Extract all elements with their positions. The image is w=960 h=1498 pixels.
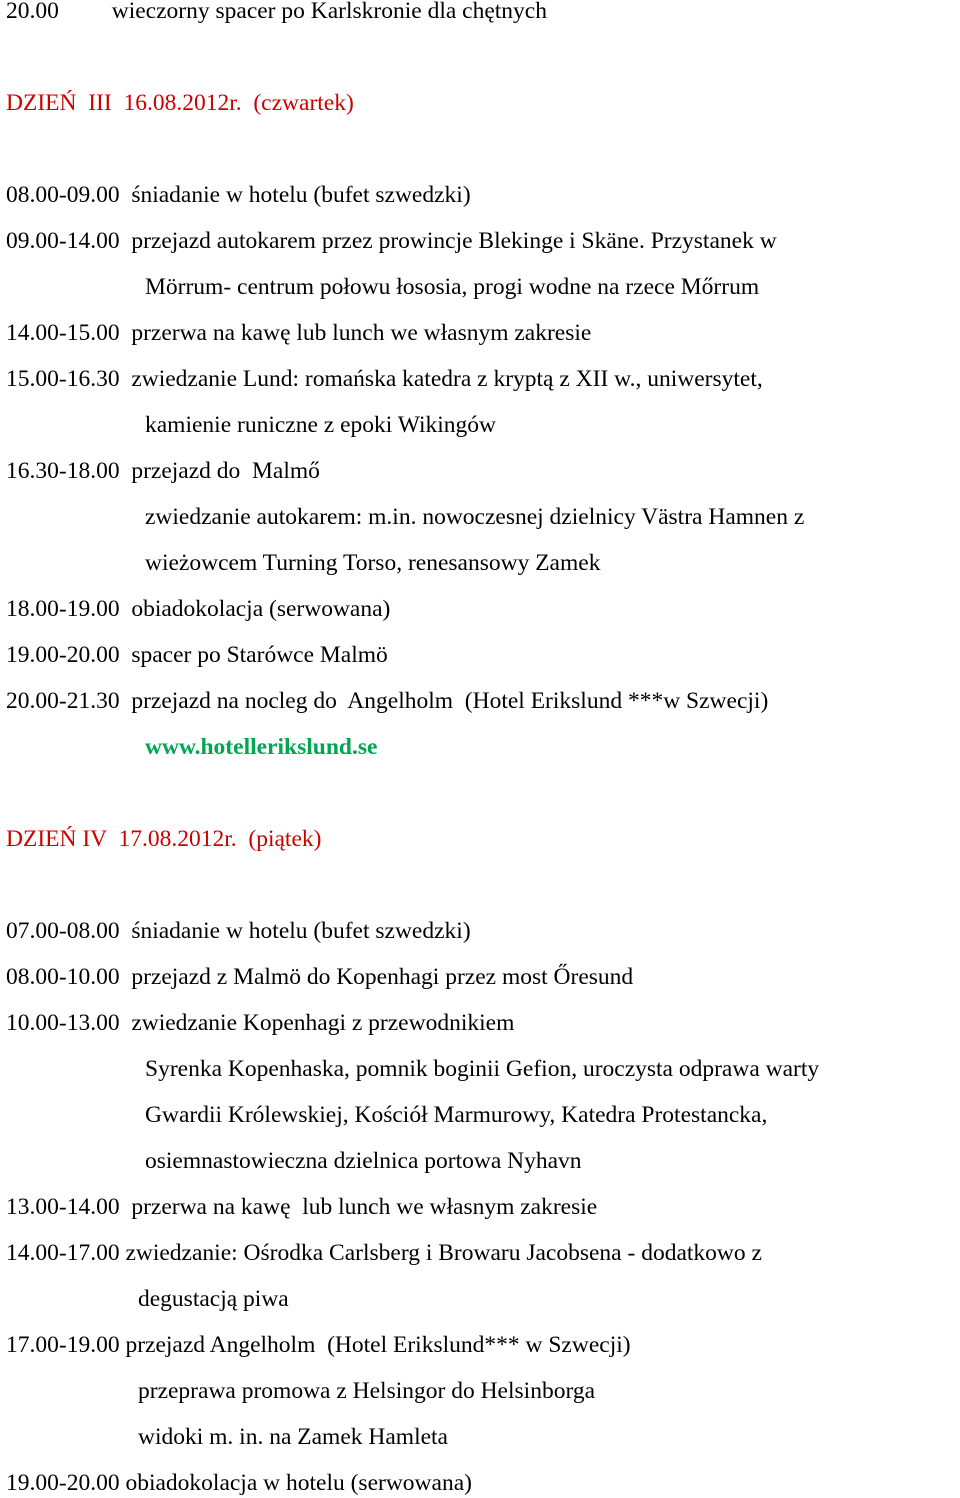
schedule-continuation: degustacją piwa [138, 1286, 289, 1312]
schedule-line: 08.00-10.00 przejazd z Malmö do Kopenhagi przez most Őresund [6, 964, 634, 990]
schedule-continuation: widoki m. in. na Zamek Hamleta [138, 1424, 448, 1450]
schedule-line: 19.00-20.00 spacer po Starówce Malmö [6, 642, 388, 668]
schedule-line: 14.00-15.00 przerwa na kawę lub lunch we własnym zakresie [6, 320, 592, 346]
schedule-line: 10.00-13.00 zwiedzanie Kopenhagi z przewodnikiem [6, 1010, 515, 1036]
schedule-line: 18.00-19.00 obiadokolacja (serwowana) [6, 596, 391, 622]
schedule-line: 17.00-19.00 przejazd Angelholm (Hotel Erikslund*** w Szwecji) [6, 1332, 631, 1358]
hotel-website-link[interactable]: www.hotellerikslund.se [145, 734, 378, 760]
schedule-continuation: wieżowcem Turning Torso, renesansowy Zamek [145, 550, 601, 576]
schedule-line: 07.00-08.00 śniadanie w hotelu (bufet szwedzki) [6, 918, 471, 944]
schedule-continuation: przeprawa promowa z Helsingor do Helsinborga [138, 1378, 596, 1404]
schedule-line: 13.00-14.00 przerwa na kawę lub lunch we własnym zakresie [6, 1194, 598, 1220]
schedule-line: 08.00-09.00 śniadanie w hotelu (bufet szwedzki) [6, 182, 471, 208]
schedule-continuation: Syrenka Kopenhaska, pomnik boginii Gefion, uroczysta odprawa warty [145, 1056, 820, 1082]
schedule-continuation: kamienie runiczne z epoki Wikingów [145, 412, 497, 438]
schedule-line: 09.00-14.00 przejazd autokarem przez prowincje Blekinge i Skäne. Przystanek w [6, 228, 777, 254]
schedule-line: 20.00 wieczorny spacer po Karlskronie dla chętnych [6, 0, 547, 24]
day-heading: DZIEŃ III 16.08.2012r. (czwartek) [6, 90, 354, 116]
schedule-continuation: Gwardii Królewskiej, Kościół Marmurowy, Katedra Protestancka, [145, 1102, 768, 1128]
schedule-continuation: Mörrum- centrum połowu łososia, progi wodne na rzece Mőrrum [145, 274, 760, 300]
schedule-continuation: osiemnastowieczna dzielnica portowa Nyhavn [145, 1148, 582, 1174]
schedule-line: 19.00-20.00 obiadokolacja w hotelu (serwowana) [6, 1470, 472, 1496]
schedule-line: 14.00-17.00 zwiedzanie: Ośrodka Carlsberg i Browaru Jacobsena - dodatkowo z [6, 1240, 762, 1266]
schedule-continuation: zwiedzanie autokarem: m.in. nowoczesnej dzielnicy Västra Hamnen z [145, 504, 805, 530]
schedule-line: 16.30-18.00 przejazd do Malmő [6, 458, 320, 484]
day-heading: DZIEŃ IV 17.08.2012r. (piątek) [6, 826, 322, 852]
schedule-line: 20.00-21.30 przejazd na nocleg do Angelholm (Hotel Erikslund ***w Szwecji) [6, 688, 769, 714]
schedule-line: 15.00-16.30 zwiedzanie Lund: romańska katedra z kryptą z XII w., uniwersytet, [6, 366, 763, 392]
